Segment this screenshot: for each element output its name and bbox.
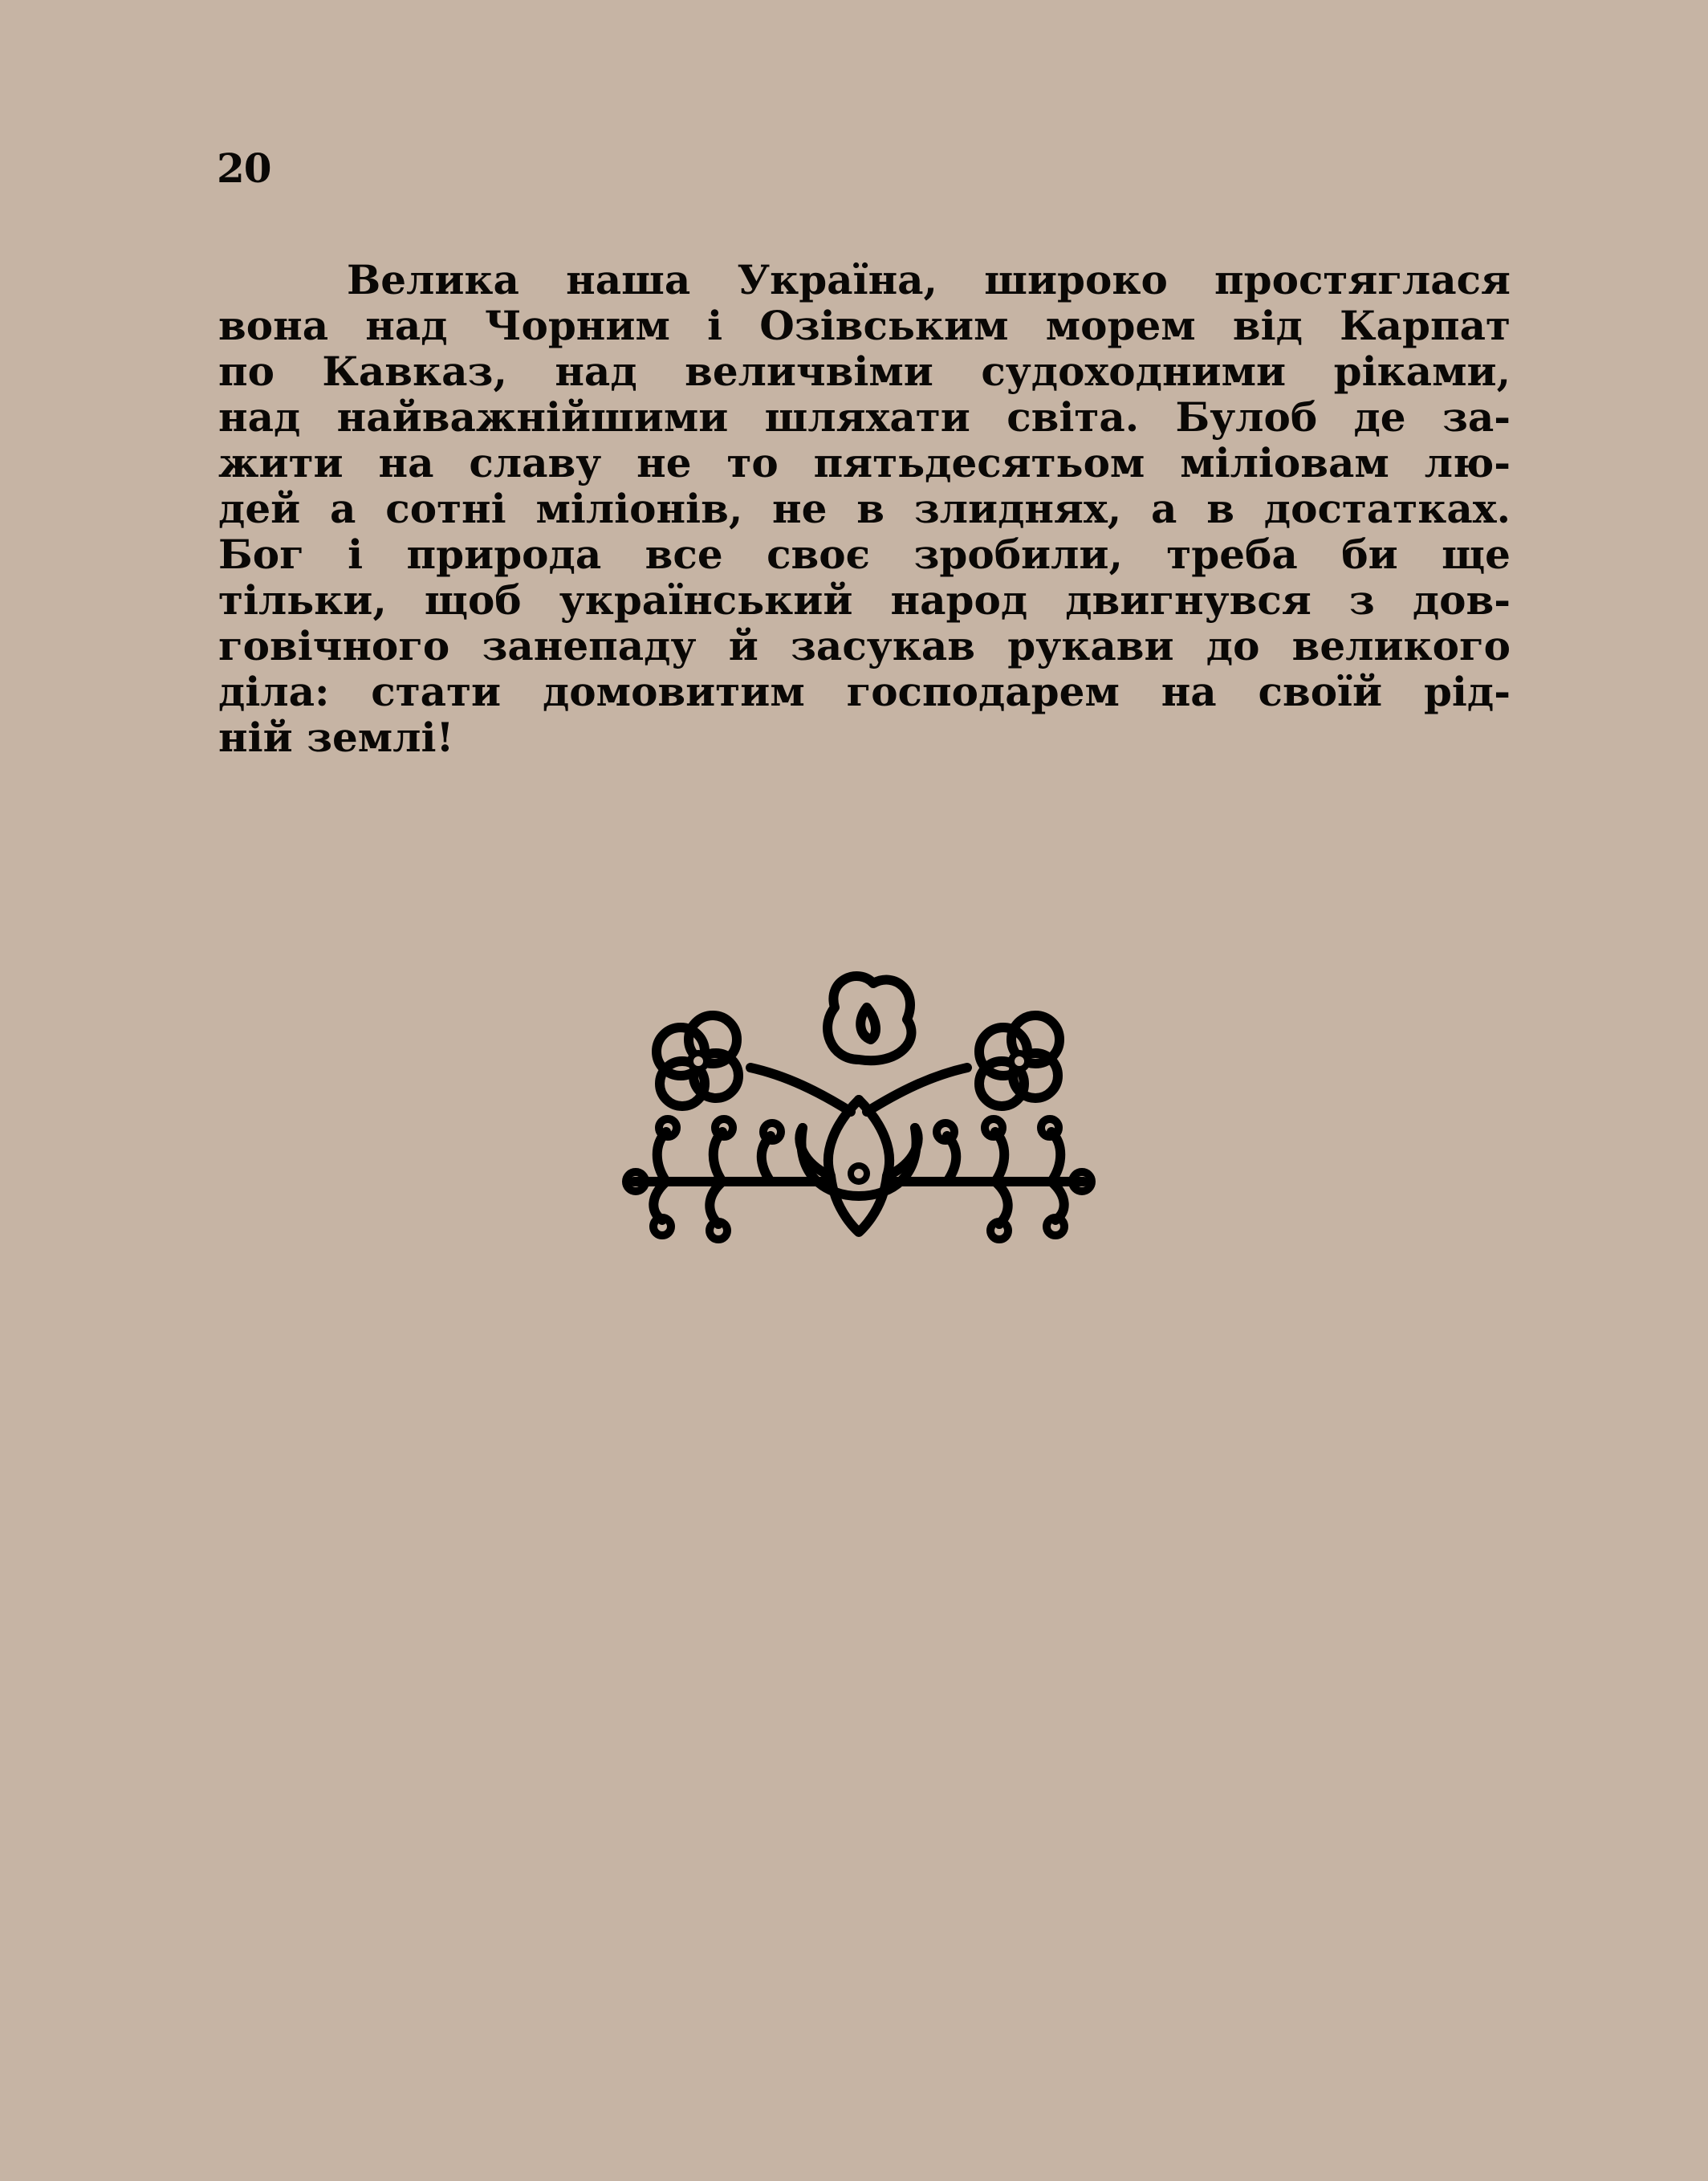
- page-number: 20: [217, 144, 271, 192]
- text-line: над найважнійшими шляхати світа. Булоб де за-: [218, 393, 1511, 441]
- text-line: дей а сотні міліонів, не в злиднях, а в достатках.: [218, 485, 1511, 532]
- text-line: жити на славу не то пятьдесятьом міліовам лю-: [218, 439, 1511, 486]
- text-line: тільки, щоб український народ двигнувся з дов-: [218, 576, 1511, 624]
- text-line: по Кавказ, над величвіми судоходними ріками,: [218, 348, 1511, 395]
- body-paragraph: [218, 257, 1511, 760]
- text-line: ній землі!: [218, 714, 454, 761]
- text-line: говічного занепаду й засукав рукави до великого: [218, 622, 1511, 669]
- text-line: діла: стати домовитим господарем на своїй рід-: [218, 668, 1511, 715]
- text-line: Велика наша Україна, широко простяглася: [347, 256, 1511, 303]
- text-line: Бог і природа все своє зробили, треба би ще: [218, 531, 1511, 578]
- text-line: вона над Чорним і Озівським морем від Карпат: [218, 302, 1511, 349]
- folk-floral-ornament-icon: [618, 963, 1100, 1268]
